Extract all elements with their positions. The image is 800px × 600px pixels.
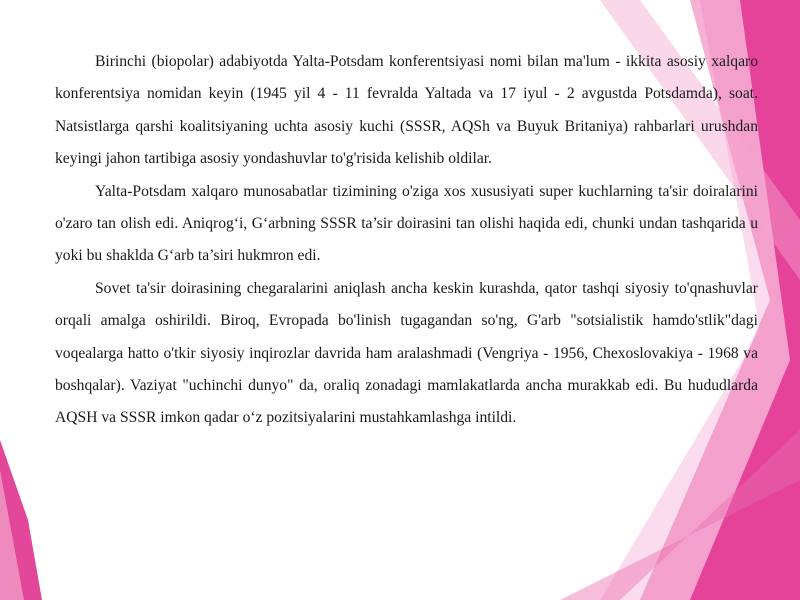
- body-text: [55, 46, 758, 435]
- paragraph-1: Birinchi (biopolar) adabiyotda Yalta-Potsdam konferentsiyasi nomi bilan ma'lum - ikkita asosiy xalqaro konferentsiya nomidan keyin (1945 yil 4 - 11 fevralda Yaltada va 17 iyul - 2 avgustda Potsdamda), soat. Natsistlarga qarshi koalitsiyaning uchta asosiy kuchi (SSSR, AQSh va Buyuk Britaniya) rahbarlari urushdan keyingi jahon tartibiga asosiy yondashuvlar to'g'risida kelishib oldilar.: [55, 53, 758, 168]
- paragraph-2: Yalta-Potsdam xalqaro munosabatlar tizimining o'ziga xos xususiyati super kuchlarning ta'sir doiralarini o'zaro tan olish edi. Aniqrog‘i, G‘arbning SSSR ta’sir doirasini tan olishi haqida edi, chunki undan tashqarida u yoki bu shaklda G‘arb ta’siri hukmron edi.: [55, 182, 758, 265]
- paragraph-3: Sovet ta'sir doirasining chegaralarini aniqlash ancha keskin kurashda, qator tashqi siyosiy to'qnashuvlar orqali amalga oshirildi. Biroq, Evropada bo'linish tugagandan so'ng, G'arb "sotsialistik hamdo'stlik"dagi voqealarga hatto o'tkir siyosiy inqirozlar davrida ham aralashmadi (Vengriya - 1956, Chexoslovakiya - 1968 va boshqalar). Vaziyat "uchinchi dunyo" da, oraliq zonadagi mamlakatlarda ancha murakkab edi. Bu hududlarda AQSH va SSSR imkon qadar o‘z pozitsiyalarini mustahkamlashga intildi.: [55, 279, 758, 427]
